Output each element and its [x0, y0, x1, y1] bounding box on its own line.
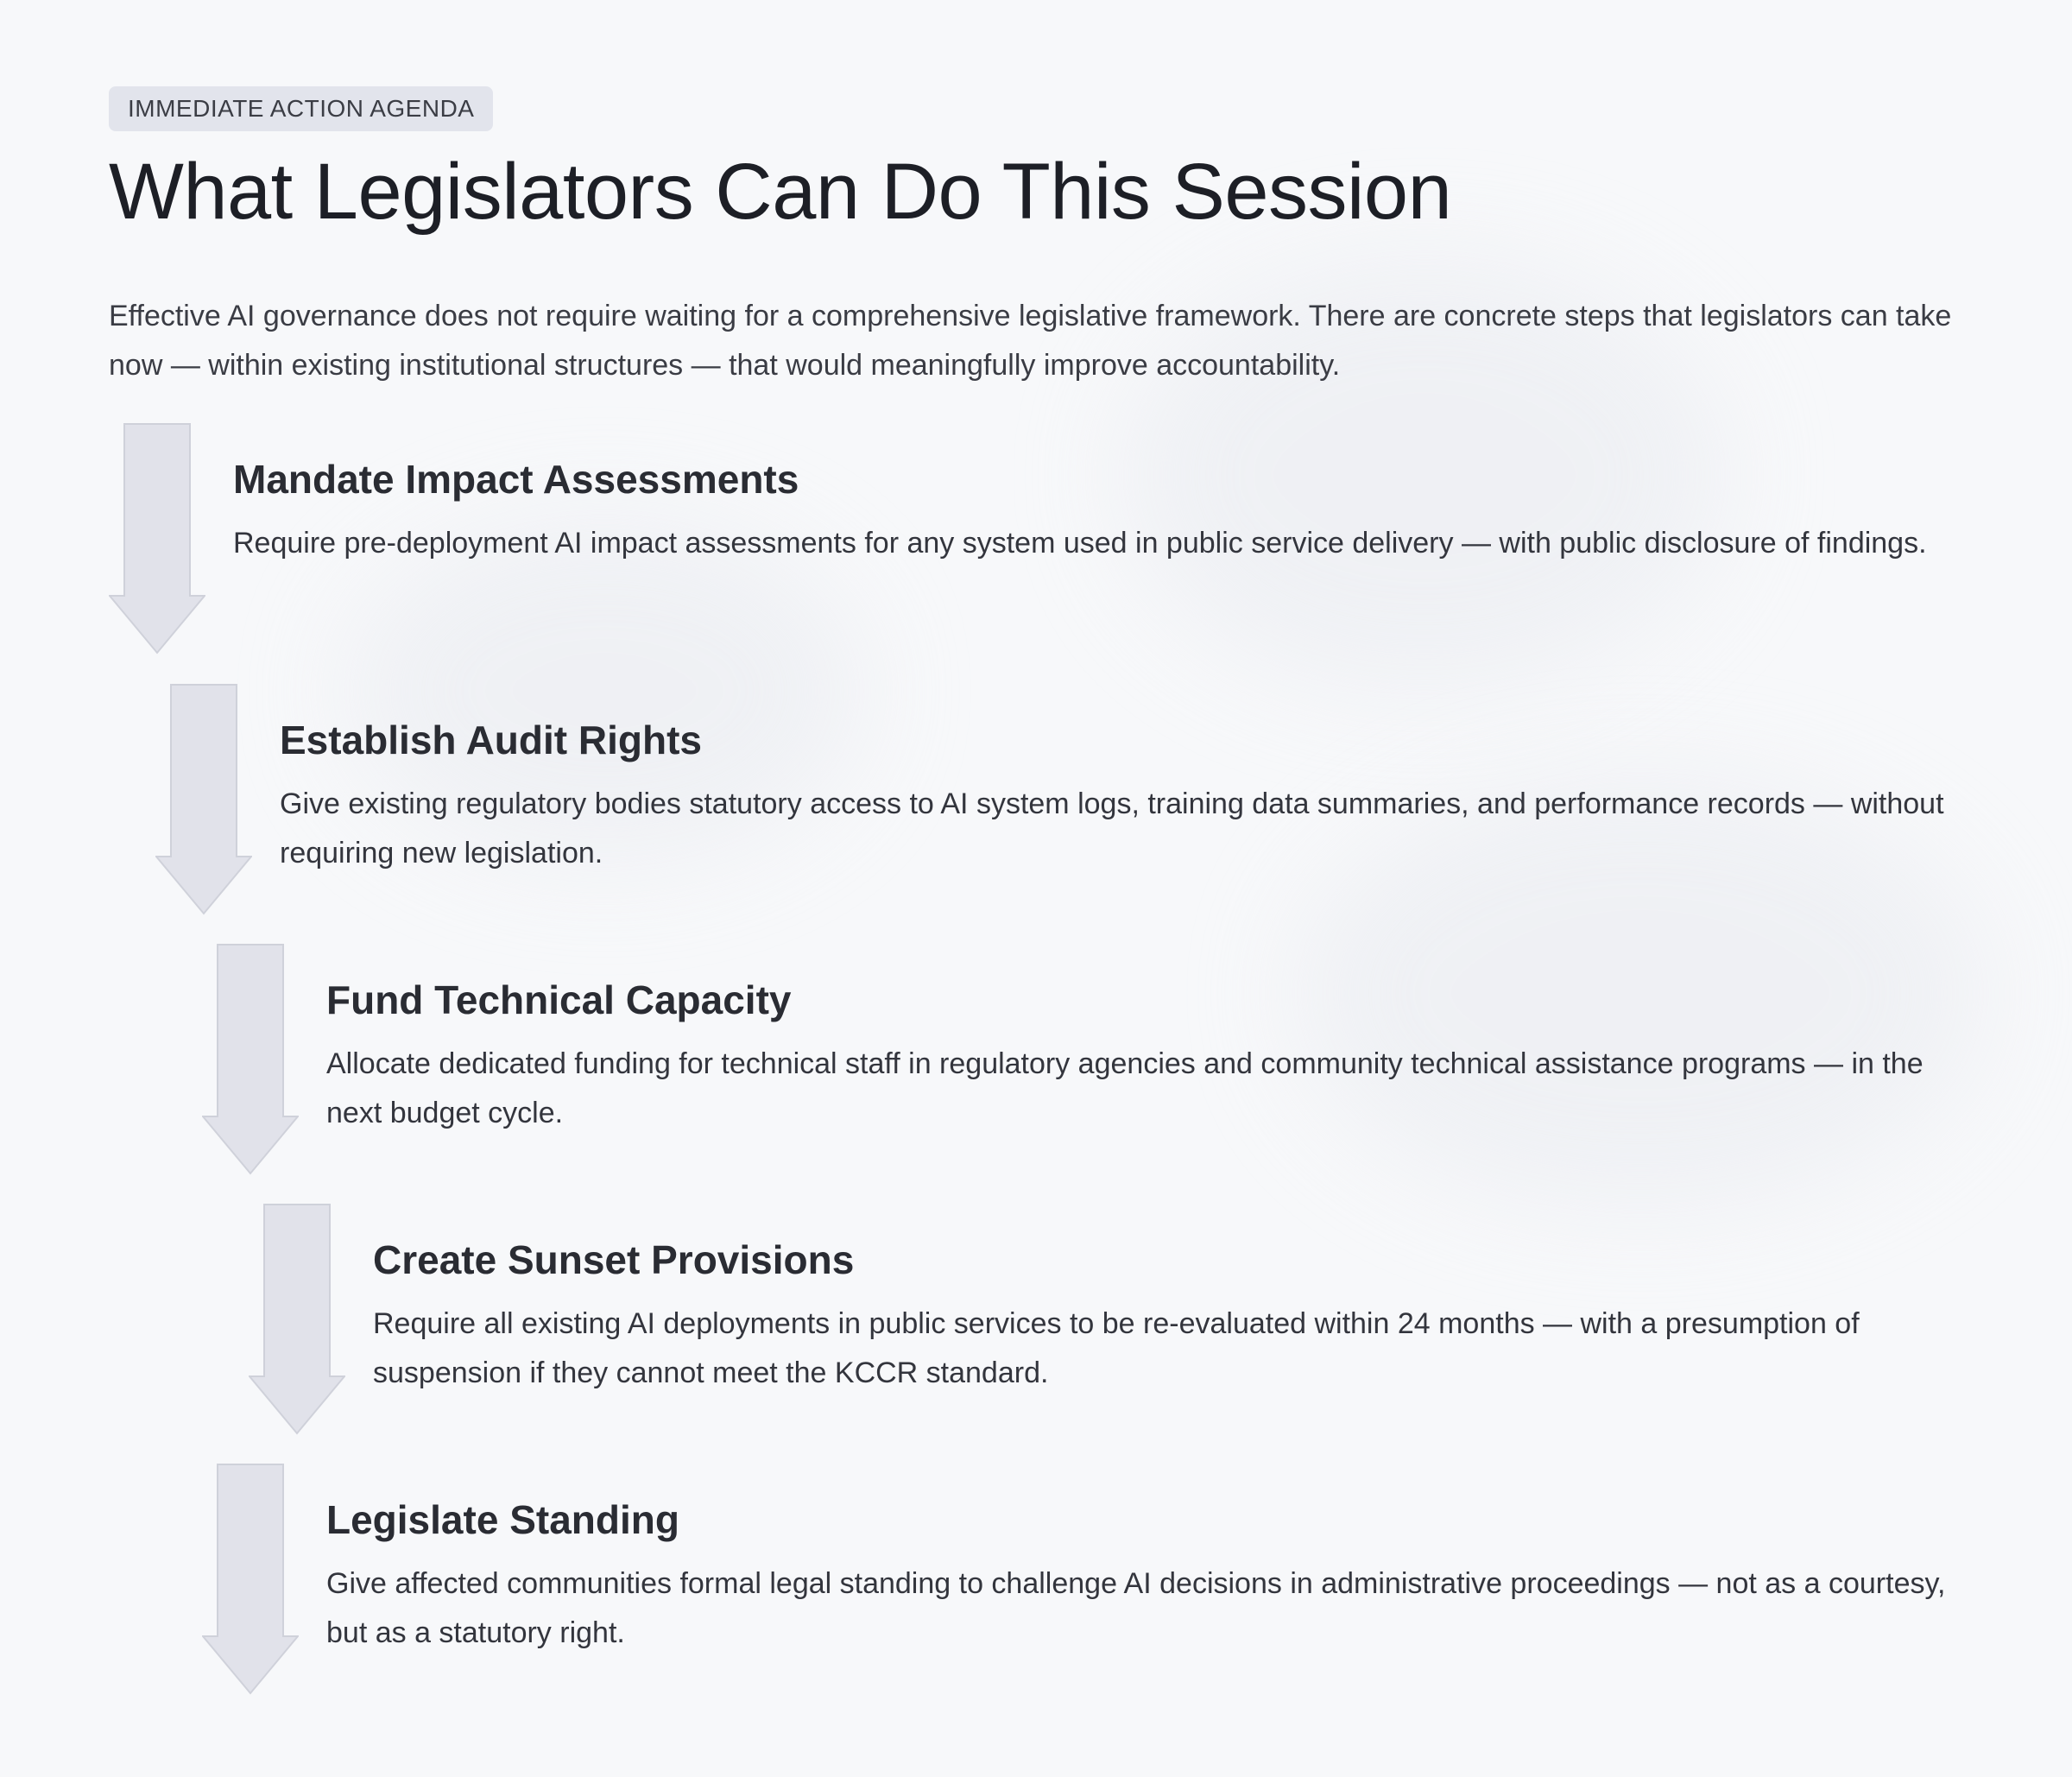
step-description: Require all existing AI deployments in public services to be re-evaluated within 24 months — with a presumption of suspension if they cannot meet the KCCR standard.: [373, 1307, 1860, 1390]
step-title: Fund Technical Capacity: [326, 977, 792, 1022]
down-arrow-icon: [202, 1464, 299, 1695]
section-badge: IMMEDIATE ACTION AGENDA: [109, 86, 493, 131]
down-arrow-icon: [202, 944, 299, 1175]
down-arrow-icon: [109, 423, 205, 655]
step-title: Establish Audit Rights: [280, 718, 702, 762]
page: [109, 86, 1956, 1650]
down-arrow-icon: [155, 684, 252, 915]
intro-paragraph: Effective AI governance does not require waiting for a comprehensive legislative framework. There are concrete steps that legislators can take now — within existing institutional structures — that would meaningfully improve accountability.: [109, 299, 1952, 382]
down-arrow-icon: [249, 1204, 345, 1435]
step-description: Give affected communities formal legal standing to challenge AI decisions in administrative proceedings — not as a courtesy, but as a statutory right.: [326, 1567, 1946, 1650]
step-description: Require pre-deployment AI impact assessments for any system used in public service delivery — with public disclosure of findings.: [233, 527, 1927, 560]
step-description: Allocate dedicated funding for technical staff in regulatory agencies and community technical assistance programs — in the next budget cycle.: [326, 1047, 1924, 1130]
step-description: Give existing regulatory bodies statutory access to AI system logs, training data summaries, and performance records — without requiring new legislation.: [280, 787, 1944, 870]
step-title: Legislate Standing: [326, 1497, 679, 1542]
page-title: What Legislators Can Do This Session: [109, 148, 1452, 236]
step-title: Mandate Impact Assessments: [233, 457, 799, 502]
step-title: Create Sunset Provisions: [373, 1237, 855, 1282]
